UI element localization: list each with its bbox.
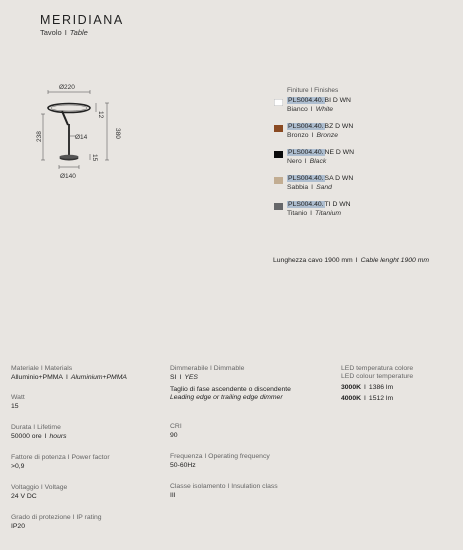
spec-watt [11, 394, 25, 410]
finish-code [287, 201, 351, 208]
material-en: Aluminium+PMMA [70, 374, 127, 381]
finish-name-it: Bronzo [287, 132, 309, 139]
spec-value: SI I YES [170, 374, 198, 381]
dim-base-height: 15 [91, 154, 98, 162]
finish-code-prefix: PLS004.40. [288, 149, 324, 156]
spec-label: Frequenza I Operating frequency [170, 453, 270, 460]
finish-name-it: Nero [287, 158, 302, 165]
spec-voltage [11, 484, 67, 500]
finish-name-it: Titanio [287, 210, 308, 217]
spec-lifetime [11, 424, 67, 440]
led-lumen: 1386 lm [368, 384, 394, 391]
cable-it: Lunghezza cavo 1900 mm [273, 257, 353, 264]
spec-cri [170, 423, 182, 439]
finish-item [274, 122, 454, 148]
spec-label: Classe isolamento I Insulation class [170, 483, 278, 490]
spec-dimmable [170, 365, 291, 401]
finish-swatch [274, 151, 283, 158]
finishes-heading: Finiture I Finishes [287, 87, 339, 94]
spec-label: Voltaggio I Voltage [11, 484, 68, 491]
subtitle-it: Tavolo [40, 28, 62, 37]
spec-value: 50-60Hz [170, 462, 196, 469]
finish-swatch [274, 125, 283, 132]
finish-item [274, 174, 454, 200]
dimmable-en: YES [184, 374, 198, 381]
spec-label: Fattore di potenza I Power factor [11, 454, 110, 461]
spec-led-temperature [341, 365, 413, 403]
finish-code [287, 97, 351, 104]
finish-name: Nero I Black [287, 158, 327, 165]
finish-swatch [274, 203, 283, 210]
finish-name-en: Sand [316, 184, 332, 191]
finish-item [274, 200, 454, 226]
spec-label: Durata I Lifetime [11, 424, 61, 431]
dimmer-type-en: Leading edge or trailing edge dimmer [170, 394, 283, 401]
led-row: 4000K I 1512 lm [341, 395, 394, 402]
spec-value: 15 [11, 403, 19, 410]
finish-code-suffix: SA D WN [324, 175, 354, 182]
dim-base-diameter: Ø140 [60, 173, 76, 180]
finish-item [274, 148, 454, 174]
spec-value: 24 V DC [11, 493, 37, 500]
led-rows [341, 383, 413, 403]
dimmer-type-it: Taglio di fase ascendente o discendente [170, 386, 291, 393]
dim-height-right: 380 [114, 128, 121, 139]
spec-value: III [170, 492, 176, 499]
spec-ip [11, 514, 102, 530]
finish-name-en: White [315, 106, 334, 113]
finish-name: Sabbia I Sand [287, 184, 332, 191]
finishes-list [274, 96, 454, 226]
finish-name-it: Sabbia [287, 184, 309, 191]
lifetime-en: hours [49, 433, 67, 440]
led-label-en: LED colour temperature [341, 373, 414, 380]
technical-drawing [30, 80, 140, 190]
spec-label: Grado di protezione I IP rating [11, 514, 102, 521]
led-kelvin: 4000K [341, 395, 362, 402]
spec-material [11, 365, 127, 381]
spec-label: Dimmerabile I Dimmable [170, 365, 245, 372]
finish-code-prefix: PLS004.40. [288, 201, 324, 208]
dim-stem-diameter: Ø14 [75, 134, 88, 141]
led-label-it: LED temperatura colore [341, 365, 414, 372]
spec-value: >0,9 [11, 463, 25, 470]
finish-code-prefix: PLS004.40. [288, 175, 324, 182]
finish-swatch [274, 177, 283, 184]
led-kelvin: 3000K [341, 384, 362, 391]
product-title: MERIDIANA [40, 13, 124, 27]
cable-en: Cable lenght 1900 mm [360, 257, 430, 264]
finishes-panel [274, 87, 454, 226]
spec-value: 50000 ore I hours [11, 433, 67, 440]
finish-code [287, 175, 353, 182]
finish-code-prefix: PLS004.40. [288, 123, 324, 130]
cable-length: Lunghezza cavo 1900 mm I Cable lenght 1900 mm [273, 257, 430, 264]
spec-label: CRI [170, 423, 182, 430]
material-it: Alluminio+PMMA [11, 374, 63, 381]
finish-code-suffix: BI D WN [324, 97, 351, 104]
spec-frequency [170, 453, 270, 469]
finish-name: Bronzo I Bronze [287, 132, 338, 139]
spec-value: IP20 [11, 523, 25, 530]
dim-height-left: 238 [36, 131, 43, 142]
finish-code [287, 149, 354, 156]
finish-name-it: Bianco [287, 106, 308, 113]
finish-item [274, 96, 454, 122]
dim-top-diameter: Ø220 [59, 84, 75, 91]
dimmable-it: SI [170, 374, 177, 381]
spec-insulation [170, 483, 278, 499]
led-row: 3000K I 1386 lm [341, 384, 394, 391]
finish-code-suffix: TI D WN [324, 201, 351, 208]
spec-power-factor [11, 454, 110, 470]
spec-value: Alluminio+PMMA I Aluminium+PMMA [11, 374, 127, 381]
spec-label: Materiale I Materials [11, 365, 73, 372]
finish-code-suffix: BZ D WN [324, 123, 354, 130]
subtitle-en: Table [69, 28, 88, 37]
spec-value: 90 [170, 432, 178, 439]
spec-label: Watt [11, 394, 25, 401]
dim-ring-height: 12 [97, 111, 104, 119]
product-subtitle: Tavolo I Table [40, 28, 88, 37]
finish-swatch [274, 99, 283, 106]
finish-name: Titanio I Titanium [287, 210, 342, 217]
finish-name-en: Bronze [316, 132, 338, 139]
finish-name-en: Black [309, 158, 327, 165]
finish-name: Bianco I White [287, 106, 334, 113]
lifetime-it: 50000 ore [11, 433, 42, 440]
led-lumen: 1512 lm [368, 395, 394, 402]
finish-code-suffix: NE D WN [324, 149, 354, 156]
finish-code [287, 123, 353, 130]
finish-name-en: Titanium [315, 210, 342, 217]
finish-code-prefix: PLS004.40. [288, 97, 324, 104]
